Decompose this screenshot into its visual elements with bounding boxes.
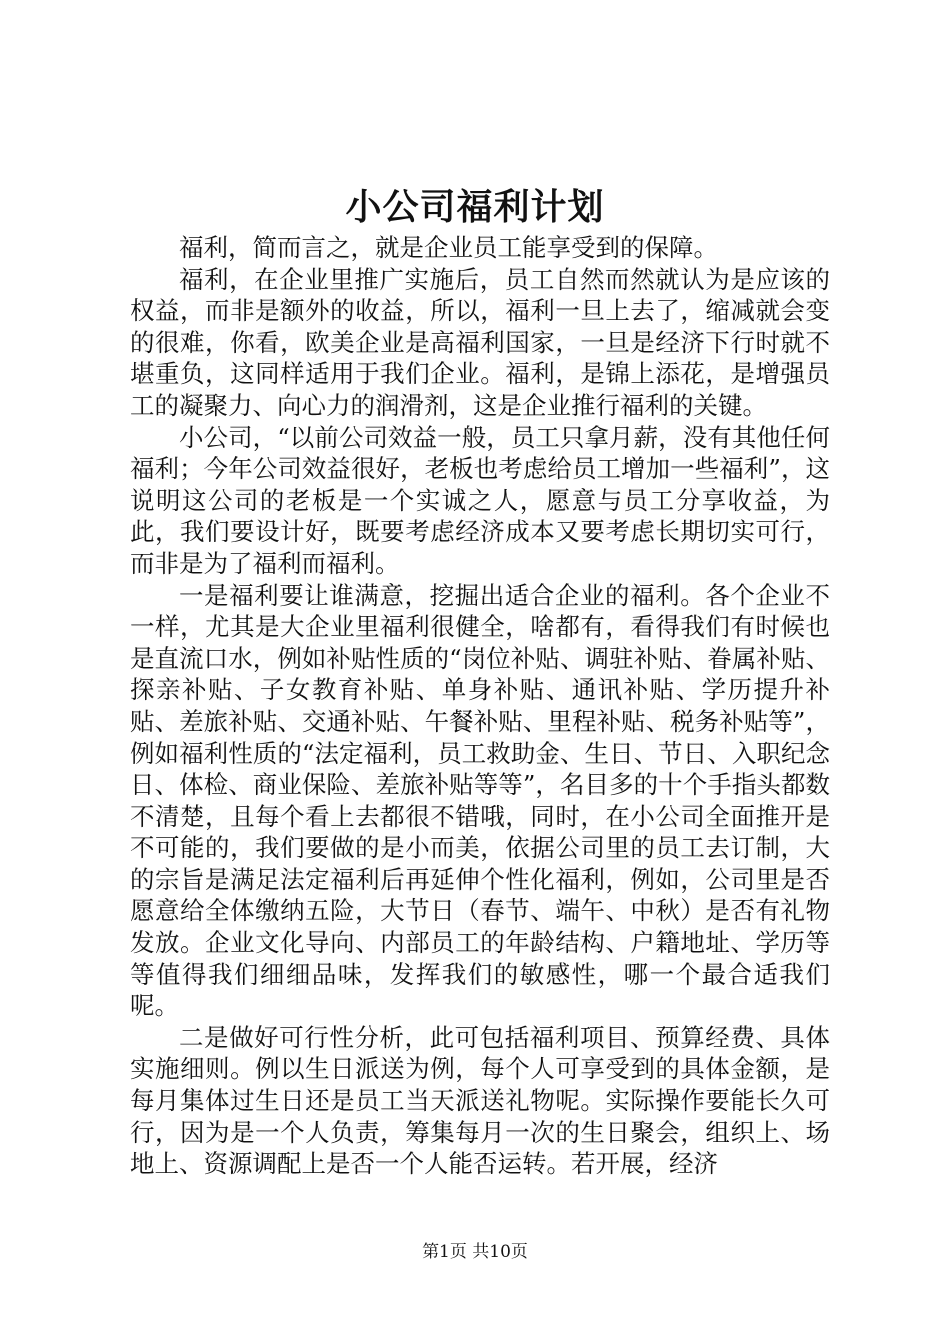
page-footer: 第1页 共10页 bbox=[422, 1242, 528, 1262]
paragraph-4: 一是福利要让谁满意，挖掘出适合企业的福利。各个企业不一样，尤其是大企业里福利很健全，啥都有，看得我们有时候也是直流口水，例如补贴性质的“岗位补贴、调驻补贴、眷属补贴、探亲补贴、子女教育补贴、单身补贴、通讯补贴、学历提升补贴、差旅补贴、交通补贴、午餐补贴、里程补贴、税务补贴等”，例如福利性质的“法定福利，员工救助金、生日、节日、入职纪念日、体检、商业保险、差旅补贴等等”，名目多的十个手指头都数不清楚，且每个看上去都很不错哦，同时，在小公司全面推开是不可能的，我们要做的是小而美，依据公司里的员工去订制，大的宗旨是满足法定福利后再延伸个性化福利，例如，公司里是否愿意给全体缴纳五险，大节日（春节、端午、中秋）是否有礼物发放。企业文化导向、内部员工的年龄结构、户籍地址、学历等等值得我们细细品味，发挥我们的敏感性，哪一个最合适我们呢。 bbox=[130, 580, 830, 1021]
paragraph-5: 二是做好可行性分析，此可包括福利项目、预算经费、具体实施细则。例以生日派送为例，每个人可享受到的具体金额，是每月集体过生日还是员工当天派送礼物呢。实际操作要能长久可行，因为是一个人负责，筹集每月一次的生日聚会，组织上、场地上、资源调配上是否一个人能否运转。若开展，经济 bbox=[130, 1022, 830, 1179]
document-title: 小公司福利计划 bbox=[345, 186, 605, 228]
paragraph-3: 小公司，“以前公司效益一般，员工只拿月薪，没有其他任何福利；今年公司效益很好，老板也考虑给员工增加一些福利”，这说明这公司的老板是一个实诚之人，愿意与员工分享收益，为此，我们要设计好，既要考虑经济成本又要考虑长期切实可行，而非是为了福利而福利。 bbox=[130, 422, 830, 578]
document-body bbox=[130, 232, 830, 1180]
paragraph-2: 福利，在企业里推广实施后，员工自然而然就认为是应该的权益，而非是额外的收益，所以，福利一旦上去了，缩减就会变的很难，你看，欧美企业是高福利国家，一旦是经济下行时就不堪重负，这同样适用于我们企业。福利，是锦上添花，是增强员工的凝聚力、向心力的润滑剂，这是企业推行福利的关键。 bbox=[130, 264, 830, 420]
paragraph-1: 福利，简而言之，就是企业员工能享受到的保障。 bbox=[179, 233, 718, 262]
